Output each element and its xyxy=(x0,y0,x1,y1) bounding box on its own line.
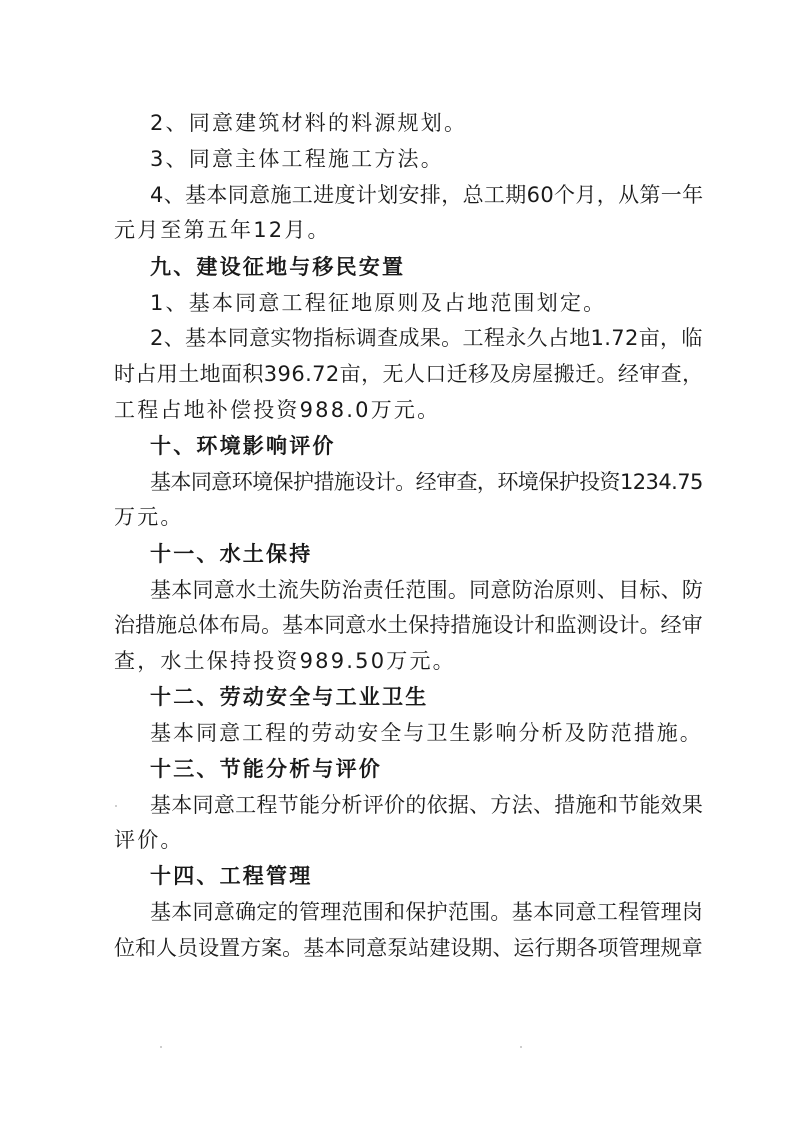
text-line: 基本同意工程的劳动安全与卫生影响分析及防范措施。 xyxy=(150,721,703,745)
text-line: 工程占地补偿投资988.0万元。 xyxy=(114,398,441,422)
text-line: 基本同意确定的管理范围和保护范围。基本同意工程管理岗 xyxy=(150,900,704,924)
text-line: 基本同意水土流失防治责任范围。同意防治原则、目标、防 xyxy=(150,578,704,602)
text-line: 2、同意建筑材料的料源规划。 xyxy=(150,111,468,135)
text-line: 基本同意环境保护措施设计。经审查，环境保护投资1234.75 xyxy=(150,470,703,494)
text-line: 时占用土地面积396.72亩，无人口迁移及房屋搬迁。经审查， xyxy=(114,362,704,386)
text-line: 治措施总体布局。基本同意水土保持措施设计和监测设计。经审 xyxy=(114,613,703,637)
text-line: 基本同意工程节能分析评价的依据、方法、措施和节能效果 xyxy=(150,793,704,817)
text-line: 万元。 xyxy=(114,505,184,529)
text-line: 查，水土保持投资989.50万元。 xyxy=(114,649,456,673)
section-heading: 十一、水土保持 xyxy=(150,542,313,566)
section-heading: 九、建设征地与移民安置 xyxy=(150,255,406,279)
text-line: 3、同意主体工程施工方法。 xyxy=(150,147,444,171)
text-line: 元月至第五年12月。 xyxy=(114,218,331,242)
text-line: 1、基本同意工程征地原则及占地范围划定。 xyxy=(150,291,607,315)
text-line: 评价。 xyxy=(114,828,184,852)
scan-speck xyxy=(160,1046,162,1048)
text-line: 4、基本同意施工进度计划安排，总工期60个月，从第一年 xyxy=(150,183,704,207)
text-line: 2、基本同意实物指标调查成果。工程永久占地1.72亩，临 xyxy=(150,326,703,350)
section-heading: 十、环境影响评价 xyxy=(150,434,336,458)
section-heading: 十二、劳动安全与工业卫生 xyxy=(150,685,429,709)
scan-speck xyxy=(520,1046,522,1048)
section-heading: 十四、工程管理 xyxy=(150,864,313,888)
section-heading: 十三、节能分析与评价 xyxy=(150,757,382,781)
text-line: 位和人员设置方案。基本同意泵站建设期、运行期各项管理规章 xyxy=(114,936,703,960)
scan-speck xyxy=(115,805,117,807)
